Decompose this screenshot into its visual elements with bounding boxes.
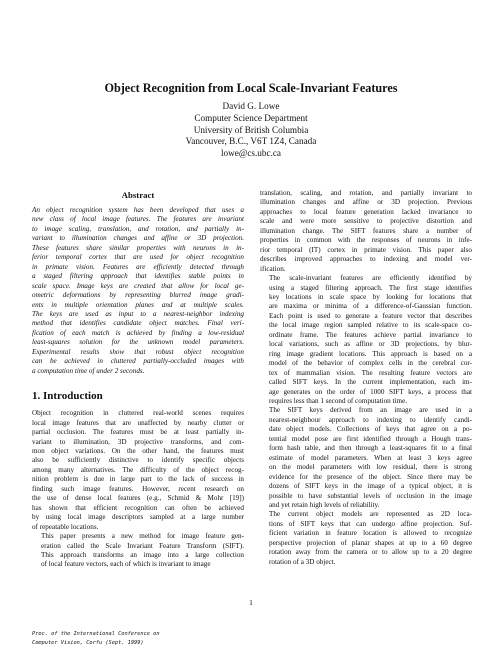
text-line: by using local image descriptors sampled at a large number: [32, 513, 244, 522]
author-name: David G. Lowe: [222, 101, 280, 111]
page-number: 1: [249, 598, 253, 607]
text-line: method that identifies candidate object matches. Final veri-: [32, 319, 244, 328]
text-line: illumination change. The SIFT features share a number of: [260, 226, 472, 235]
text-line: ification.: [260, 264, 286, 273]
text-line: a staged filtering approach that identifies stable points in: [32, 272, 244, 281]
text-line: tential model pose are first identified through a Hough trans-: [269, 434, 472, 443]
text-line: partial occlusion. The features must be at least partially in-: [32, 428, 244, 437]
left-column: [32, 189, 244, 570]
footer-line-1: Proc. of the International Conference on: [32, 631, 160, 637]
text-line: An object recognition system has been developed that uses a: [32, 206, 244, 214]
author-block: [0, 101, 502, 160]
text-line: rotation away from the camera or to allow up to a 20 degree: [269, 548, 472, 557]
footer-line-2: Computer Vision, Corfu (Sept. 1999): [32, 639, 144, 646]
text-line: in primate vision. Features are efficiently detected through: [32, 262, 244, 271]
text-line: tions of SIFT keys that can undergo affine projection. Suf-: [269, 519, 472, 528]
text-line: new class of local image features. The features are invariant: [32, 215, 244, 224]
text-line: nearest-neighbour approach to indexing to identify candi-: [269, 415, 472, 424]
text-line: possible to have substantial levels of occlusion in the image: [269, 491, 472, 500]
text-line: ferior temporal cortex that are used for object recognition: [32, 253, 244, 262]
text-line: illumination changes and affine or 3D projection. Previous: [260, 198, 472, 207]
text-line: local variations, such as affine or 3D projections, by blur-: [269, 340, 472, 349]
text-line: eration called the Scale Invariant Feature Transform (SIFT).: [41, 541, 244, 550]
text-line: ring image gradient locations. This approach is based on a: [269, 349, 472, 358]
text-line: scale space. Image keys are created that allow for local ge-: [32, 281, 244, 290]
text-line: nition problem is due in large part to the lack of success in: [32, 475, 244, 484]
text-line: ents in multiple orientation planes and at multiple scales.: [32, 300, 244, 309]
text-line: are maxima or minima of a difference-of-Gaussian function.: [269, 302, 472, 311]
paper-title: Object Recognition from Local Scale-Invariant Features: [104, 81, 398, 95]
text-line: a computation time of under 2 seconds.: [32, 366, 145, 375]
text-line: age generates on the order of 1000 SIFT keys, a process that: [269, 387, 472, 396]
text-line: and yet retain high levels of reliability.: [269, 500, 380, 509]
text-line: The scale-invariant features are efficiently identified by: [269, 274, 472, 283]
text-line: approaches to local feature generation lacked invariance to: [260, 207, 472, 216]
text-line: called SIFT keys. In the current implementation, each im-: [269, 378, 472, 387]
text-line: to image scaling, translation, and rotation, and partially in-: [32, 224, 244, 233]
text-line: of local feature vectors, each of which is invariant to image: [41, 560, 211, 569]
text-line: on the model parameters with low residual, there is strong: [269, 463, 472, 472]
text-line: evidence for the presence of the object. Since there may be: [269, 472, 472, 481]
text-line: rior temporal (IT) cortex in primate vision. This paper also: [260, 245, 472, 254]
text-line: perspective projection of planar shapes at up to a 60 degree: [269, 538, 472, 547]
text-line: also be sufficiently distinctive to identify specific objects: [32, 456, 244, 465]
text-line: of repeatable locations.: [32, 522, 99, 531]
body-paragraph-4: [260, 510, 472, 567]
text-line: variant to illumination, 3D projective transforms, and com-: [32, 437, 244, 446]
text-line: ordinate frame. The features achieve partial invariance to: [269, 330, 472, 339]
text-line: This paper presents a new method for image feature gen-: [41, 532, 244, 541]
text-line: Each point is used to generate a feature vector that describes: [269, 311, 472, 320]
intro-paragraph-1: [32, 409, 244, 532]
text-line: ficient variation in feature location is allowed to recognize: [269, 529, 472, 538]
text-line: key locations in scale space by looking for locations that: [269, 292, 472, 301]
text-line: variant to illumination changes and affine or 3D projection.: [32, 234, 244, 243]
text-line: properties in common with the responses of neurons in infe-: [260, 236, 472, 245]
text-line: fication of each match is achieved by finding a low-residual: [32, 328, 244, 337]
text-line: The SIFT keys derived from an image are used in a: [269, 406, 472, 415]
abstract-text: [32, 206, 244, 376]
intro-paragraph-2: [32, 532, 244, 570]
text-line: requires less than 1 second of computation time.: [269, 396, 408, 405]
text-line: tex of mammalian vision. The resulting feature vectors are: [269, 368, 472, 377]
text-line: local image features that are unaffected by nearby clutter or: [32, 418, 244, 427]
text-line: can be achieved in cluttered partially-occluded images with: [32, 357, 244, 366]
author-university: University of British Columbia: [193, 124, 309, 135]
text-line: scale and were more sensitive to projective distortion and: [260, 217, 472, 226]
text-line: The current object models are represented as 2D loca-: [269, 510, 472, 519]
body-paragraph-2: [260, 274, 472, 406]
text-line: the local image region sampled relative to its scale-space co-: [269, 321, 472, 330]
text-line: translation, scaling, and rotation, and partially invariant to: [260, 189, 472, 197]
text-line: Object recognition in cluttered real-world scenes requires: [32, 409, 244, 418]
text-line: estimate of model parameters. When at least 3 keys agree: [269, 453, 472, 462]
text-line: the use of dense local features (e.g., Schmid & Mohr [19]): [32, 494, 244, 503]
text-line: among many alternatives. The difficulty of the object recog-: [32, 465, 244, 474]
author-email: lowe@cs.ubc.ca: [221, 148, 281, 159]
text-line: describes improved approaches to indexing and model ver-: [260, 255, 472, 264]
text-line: least-squares solution for the unknown model parameters.: [32, 338, 244, 347]
text-line: The keys are used as input to a nearest-neighbor indexing: [32, 309, 244, 318]
author-department: Computer Science Department: [194, 112, 308, 123]
text-line: mon object variations. On the other hand, the features must: [32, 446, 244, 455]
text-line: rotation of a 3D object.: [269, 557, 336, 566]
abstract-heading: Abstract: [121, 190, 155, 200]
text-line: form hash table, and then through a least-squares fit to a final: [269, 444, 472, 453]
publication-footer: [32, 630, 160, 647]
text-line: using a staged filtering approach. The first stage identifies: [269, 283, 472, 292]
body-paragraph-1: [260, 189, 472, 274]
text-line: This approach transforms an image into a large collection: [41, 550, 244, 559]
author-address: Vancouver, B.C., V6T 1Z4, Canada: [185, 136, 317, 147]
text-line: ometric deformations by representing blurred image gradi-: [32, 291, 244, 300]
section-heading-introduction: 1. Introduction: [32, 390, 103, 403]
text-line: has shown that efficient recognition can often be achieved: [32, 503, 244, 512]
text-line: date object models. Collections of keys that agree on a po-: [269, 425, 472, 434]
text-line: Experimental results show that robust object recognition: [32, 347, 244, 356]
text-line: These features share similar properties with neurons in in-: [32, 243, 244, 252]
text-line: dozens of SIFT keys in the image of a typical object, it is: [269, 482, 472, 491]
right-column: [260, 189, 472, 567]
text-line: model of the behavior of complex cells in the cerebral cor-: [269, 359, 472, 368]
text-line: finding such image features. However, recent research on: [32, 484, 244, 493]
body-paragraph-3: [260, 406, 472, 510]
